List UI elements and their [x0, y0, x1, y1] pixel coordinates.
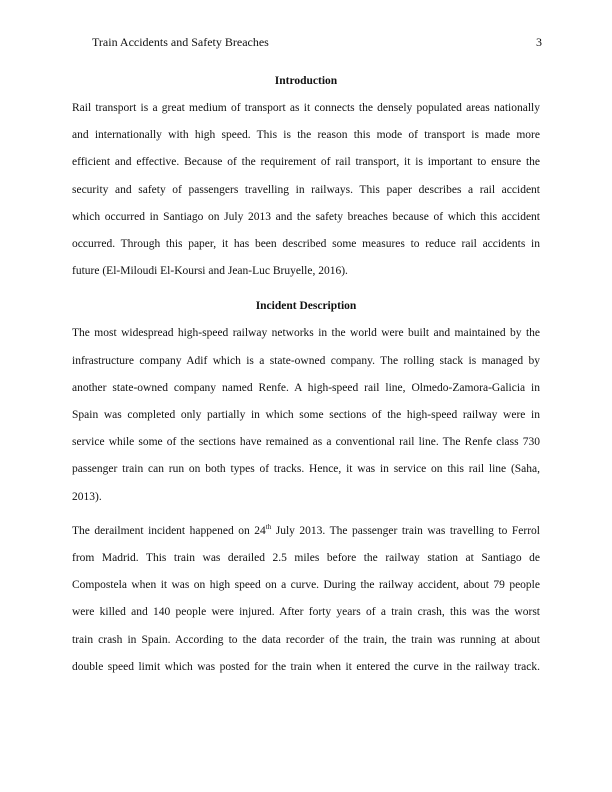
introduction-heading: Introduction: [274, 75, 338, 87]
text-line: security and safety of passengers travelling in railways. This paper describes a rail accident: [72, 183, 540, 196]
page-number: 3: [536, 35, 542, 49]
text-line: and internationally with high speed. This is the reason this mode of transport is made more: [72, 129, 540, 142]
text-line: 2013).: [72, 490, 102, 503]
text-line: which occurred in Santiago on July 2013 and the safety breaches because of which this accident: [72, 210, 540, 223]
ordinal-suffix: th: [265, 523, 272, 532]
text-line: [72, 518, 540, 545]
introduction-paragraph: [72, 95, 540, 285]
text-line: double speed limit which was posted for the train when it entered the curve in the railway track.: [72, 660, 540, 673]
text-line: from Madrid. This train was derailed 2.5 miles before the railway station at Santiago de: [72, 552, 540, 565]
text-line: train crash in Spain. According to the data recorder of the train, the train was running at about: [72, 633, 540, 646]
incident-description-heading: Incident Description: [255, 300, 357, 313]
text-fragment: July 2013. The passenger train was travelling to Ferrol: [271, 524, 540, 537]
incident-paragraph-2: [72, 518, 540, 681]
text-line: service while some of the sections have remained as a conventional rail line. The Renfe class 730: [72, 436, 540, 449]
text-line: occurred. Through this paper, it has been described some measures to reduce rail accidents in: [72, 238, 540, 251]
incident-paragraph-1: [72, 320, 540, 510]
text-line: infrastructure company Adif which is a state-owned company. The rolling stack is managed by: [72, 354, 540, 367]
text-line: another state-owned company named Renfe. A high-speed rail line, Olmedo-Zamora-Galicia in: [72, 381, 540, 394]
running-head: Train Accidents and Safety Breaches: [92, 35, 269, 49]
text-line: The most widespread high-speed railway networks in the world were built and maintained by the: [72, 327, 540, 340]
text-line: Spain was completed only partially in which some sections of the high-speed railway were in: [72, 409, 540, 422]
text-line: efficient and effective. Because of the requirement of rail transport, it is important to ensure the: [72, 156, 540, 169]
text-line: passenger train can run on both types of tracks. Hence, it was in service on this rail line (Saha,: [72, 463, 540, 476]
text-line: Rail transport is a great medium of transport as it connects the densely populated areas nationally: [72, 102, 540, 114]
document-body: [72, 68, 540, 681]
text-line: future (El-Miloudi El-Koursi and Jean-Luc Bruyelle, 2016).: [72, 265, 348, 278]
text-line: were killed and 140 people were injured. After forty years of a train crash, this was the worst: [72, 606, 540, 619]
text-fragment: The derailment incident happened on 24: [72, 524, 266, 537]
text-line: Compostela when it was on high speed on a curve. During the railway accident, about 79 people: [72, 579, 540, 592]
